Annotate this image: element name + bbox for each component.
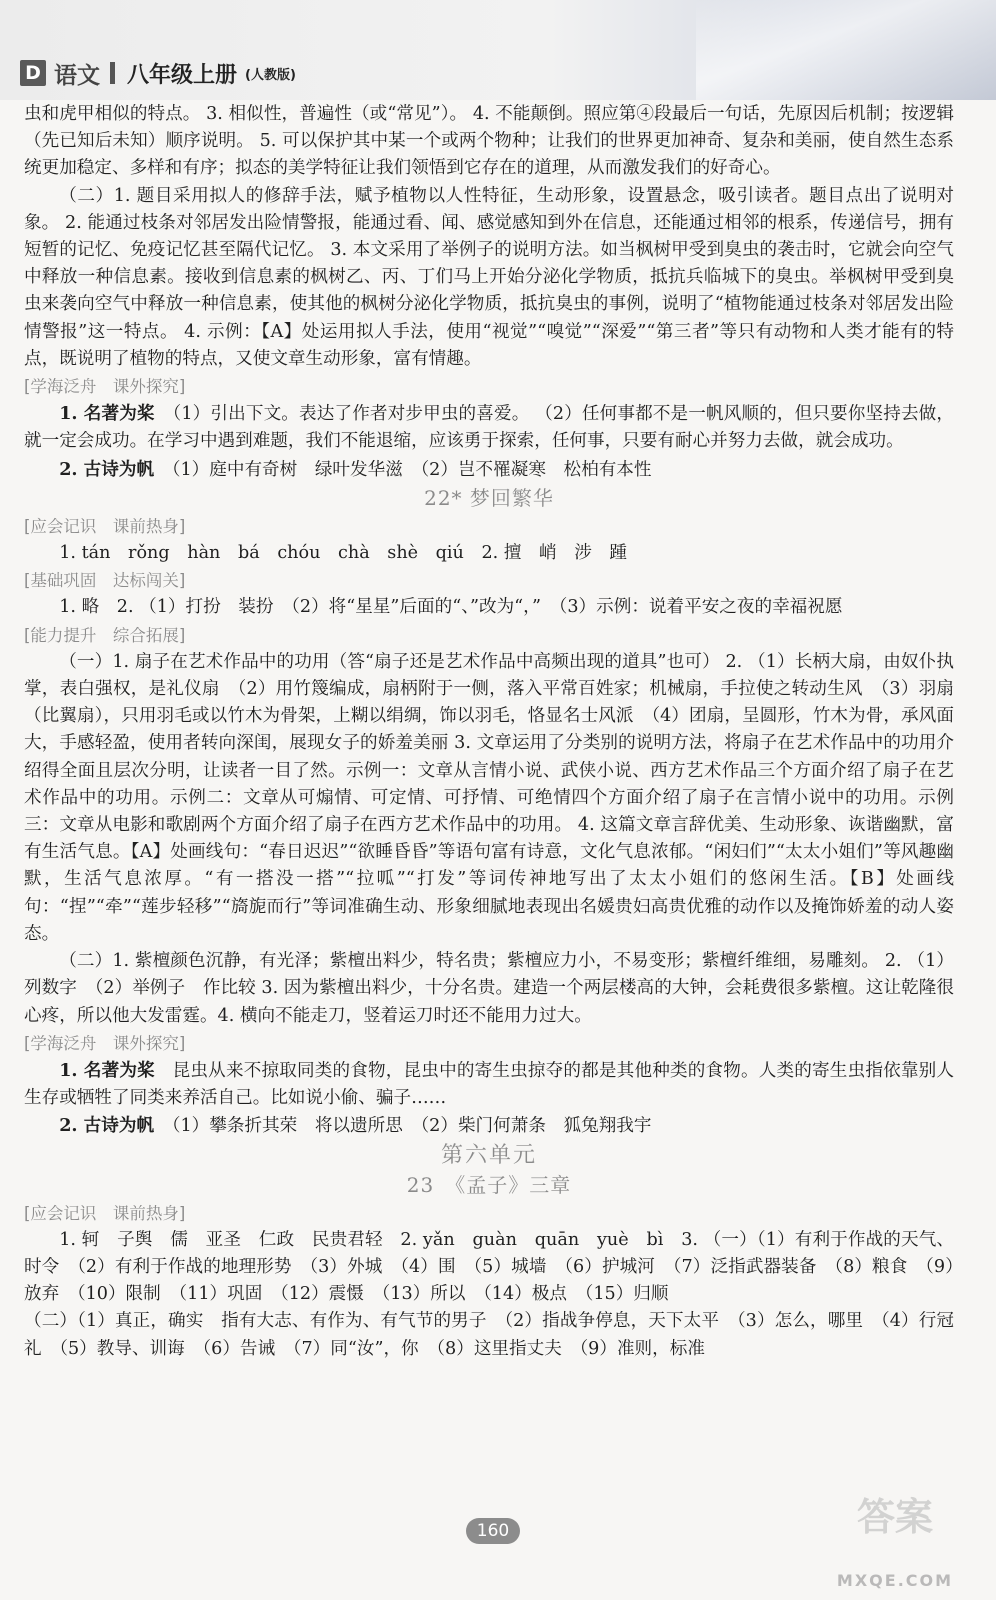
item-label: 2. 古诗为帆 (59, 1115, 155, 1137)
item-label: 1. 名著为桨 (59, 1059, 155, 1081)
watermark-badge-icon: 答案 (856, 1495, 933, 1539)
subject-label: 语文 (54, 62, 100, 89)
answer-paragraph: 1. tán rǒng hàn bá chóu chà shè qiú 2. 擅 峭 涉 踵 (59, 543, 628, 564)
lesson-title: 23 《孟子》三章 (406, 1172, 572, 1197)
lesson-title: 22* 梦回繁华 (424, 485, 554, 510)
watermark-logo (820, 1480, 970, 1590)
item-text: 昆虫从来不掠取同类的食物，昆虫中的寄生虫掠夺的都是其他种类的食物。人类的寄生虫指依靠别人生存或牺牲了同类来养活自己。比如说小偷、骗子…… (24, 1060, 954, 1109)
page-number: 160 (466, 1518, 520, 1544)
answer-paragraph: （二）1. 紫檀颜色沉静，有光泽；紫檀出料少，特名贵；紫檀应力小，不易变形；紫檀纤维细，易雕刻。 2. （1）列数字 （2）举例子 作比较 3. 因为紫檀出料少，十分名贵。建造一个两层楼高的大钟，会耗费很多紫檀。这让乾隆很心疼，所以他大发雷霆。4. 横向不能走刀，竖着运刀时还不能用力过大。 (24, 951, 954, 1026)
header-bar (20, 56, 296, 90)
page-header (0, 0, 996, 100)
grade-label: 八年级上册 (127, 62, 238, 88)
answer-content (24, 101, 954, 1363)
answer-paragraph: （一）1. 扇子在艺术作品中的功用（答“扇子还是艺术作品中高频出现的道具”也可） 2. （1）长柄大扇，由奴仆执掌，表白强权，是礼仪扇 （2）用竹篾编成，扇柄附于一侧，落入平常百姓家；机械扇，手拉使之转动生风 （3）羽扇（比翼扇），只用羽毛或以竹木为骨架，上糊以绢绸，饰以羽毛，恪显名士风派 （4）团扇，呈圆形，竹木为骨，承风面大，手感轻盈，使用者转向深闺，展现女子的娇羞美丽 3. 文章运用了分类别的说明方法，将扇子在艺术作品中的功用介绍得全面且层次分明，让读者一目了然。示例一：文章从言情小说、武侠小说、西方艺术作品三个方面介绍了扇子在艺术作品中的功用。示例二：文章从可煽情、可定情、可抒情、可绝情四个方面介绍了扇子在言情小说中的功用。示例三：文章从电影和歌剧两个方面介绍了扇子在西方艺术作品中的功用。 4. 这篇文章言辞优美、生动形象、诙谐幽默，富有生活气息。【A】处画线句：“春日迟迟”“欲睡昏昏”等语句富有诗意，文化气息浓郁。“闲妇们”“太太小姐们”等风趣幽默，生活气息浓厚。“有一搭没一搭”“拉呱”“打发”等词传神地写出了太太小姐们的悠闲生活。【B】处画线句：“捏”“牵”“莲步轻移”“旖旎而行”等词准确生动、形象细腻地表现出名媛贵妇高贵优雅的动作以及掩饰娇羞的动人姿态。 (24, 651, 954, 944)
section-tag: [学海泛舟 课外探究] (24, 377, 186, 397)
unit-title: 第六单元 (440, 1142, 537, 1168)
item-text: （1）攀条折其荣 将以遗所思 （2）柴门何萧条 狐兔翔我宇 (171, 1116, 652, 1137)
section-tag: [应会记识 课前热身] (24, 1203, 186, 1223)
section-tag: [能力提升 综合拓展] (24, 625, 186, 645)
section-tag: [学海泛舟 课外探究] (24, 1033, 186, 1053)
edition-label: (人教版) (245, 67, 296, 83)
item-label: 1. 名著为桨 (59, 403, 155, 425)
answer-paragraph (24, 1112, 954, 1140)
subject-logo-icon: D (20, 60, 46, 86)
section-tag: [基础巩固 达标闯关] (24, 571, 186, 591)
answer-paragraph: 1. 轲 子舆 儒 亚圣 仁政 民贵君轻 2. yǎn guàn quān yuè bì 3. （一）（1）有利于作战的天气、时令 （2）有利于作战的地理形势 （3）外城 （4）围 （5）城墙 （6）护城河 （7）泛指武器装备 （8）粮食 （9）放弃 （10）限制 （11）巩固 （12）震慑 （13）所以 （14）极点 （15）归顺 (24, 1229, 954, 1305)
section-tag: [应会记识 课前热身] (24, 516, 186, 536)
item-text: （1）庭中有奇树 绿叶发华滋 （2）岂不罹凝寒 松柏有本性 (171, 459, 652, 480)
answer-paragraph: 虫和虎甲相似的特点。 3. 相似性，普遍性（或“常见”）。 4. 不能颠倒。照应第④段最后一句话，先原因后机制；按逻辑（先已知后未知）顺序说明。 5. 可以保护其中某一个或两个物种；让我们的世界更加神奇、复杂和美丽，使自然生态系统更加稳定、多样和有序；拟态的美学特征让我们领悟到它存在的道理，从而激发我们的好奇心。 (24, 104, 954, 179)
answer-paragraph (24, 456, 954, 484)
item-text: （1）引出下文。表达了作者对步甲虫的喜爱。 （2）任何事都不是一帆风顺的，但只要你坚持去做，就一定会成功。在学习中遇到难题，我们不能退缩，应该勇于探索，任何事，只要有耐心并努力去做，就会成功。 (24, 404, 954, 452)
answer-paragraph: 1. 略 2. （1）打扮 装扮 （2）将“星星”后面的“、”改为“，” （3）示例：说着平安之夜的幸福祝愿 (59, 597, 843, 618)
answer-paragraph: （二）1. 题目采用拟人的修辞手法，赋予植物以人性特征，生动形象，设置悬念，吸引读者。题目点出了说明对象。 2. 能通过枝条对邻居发出险情警报，能通过看、闻、感觉感知到外在信息，还能通过相邻的根系，传递信号，拥有短暂的记忆、免疫记忆甚至隔代记忆。 3. 本文采用了举例子的说明方法。如当枫树甲受到臭虫的袭击时，它就会向空气中释放一种信息素。接收到信息素的枫树乙、丙、丁们马上开始分泌化学物质，抵抗兵临城下的臭虫。举枫树甲受到臭虫来袭向空气中释放一种信息素，使其他的枫树分泌化学物质，抵抗臭虫的事例，说明了“植物能通过枝条对邻居发出险情警报”这一特点。 4. 示例：【A】处运用拟人手法，使用“视觉”“嗅觉”“深爱”“第三者”等只有动物和人类才能有的特点，既说明了植物的特点，又使文章生动形象，富有情趣。 (24, 185, 954, 369)
item-label: 2. 古诗为帆 (59, 458, 155, 480)
answer-paragraph (24, 400, 954, 455)
answer-paragraph: （二）（1）真正，确实 指有大志、有作为、有气节的男子 （2）指战争停息，天下太平 （3）怎么，哪里 （4）行冠礼 （5）教导、训诲 （6）告诫 （7）同“汝”，你 （8）这里指丈夫 （9）准则，标准 (24, 1311, 954, 1359)
answer-paragraph (24, 1057, 954, 1112)
header-divider (110, 62, 115, 84)
header-decoration (696, 0, 996, 100)
watermark-text: MXQE.COM (836, 1571, 954, 1590)
